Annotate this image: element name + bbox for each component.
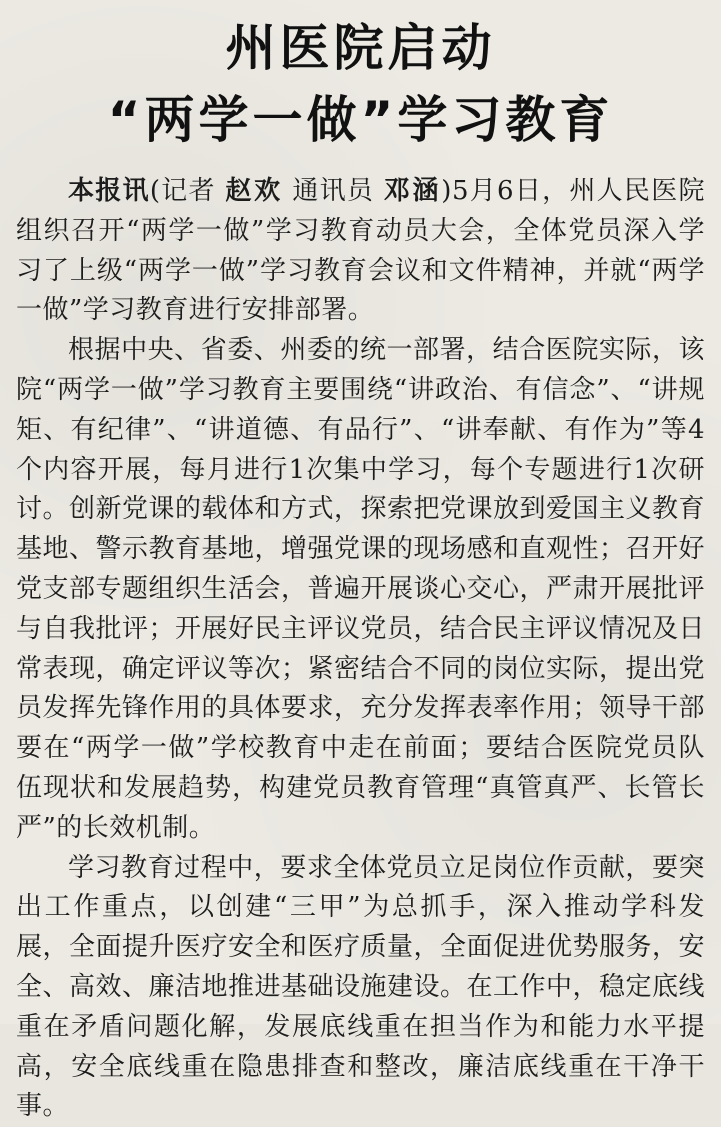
correspondent-label: 通讯员 bbox=[282, 176, 384, 206]
reporter-name: 赵欢 bbox=[225, 176, 283, 206]
paragraph-1-text: )5月6日，州人民医院组织召开“两学一做”学习教育动员大会，全体党员深入学习了上级“两学一做”学习教育会议和文件精神，并就“两学一做”学习教育进行安排部署。 bbox=[16, 176, 705, 326]
headline-line-2: “两学一做”学习教育 bbox=[107, 91, 614, 149]
article-paragraph-3: 学习教育过程中，要求全体党员立足岗位作贡献，要突出工作重点，以创建“三甲”为总抓手，深入推动学科发展，全面提升医疗安全和医疗质量，全面促进优势服务，安全、高效、廉洁地推进基础设施建设。在工作中，稳定底线重在矛盾问题化解，发展底线重在担当作为和能力水平提高，安全底线重在隐患排查和整改，廉洁底线重在干净干事。 bbox=[16, 852, 706, 1122]
article-body bbox=[16, 172, 705, 1127]
article-paragraph-1 bbox=[16, 172, 705, 331]
correspondent-name: 邓涵 bbox=[383, 176, 442, 206]
headline-line-1: 州医院启动 bbox=[225, 19, 496, 77]
dateline-lead: 本报讯 bbox=[68, 176, 150, 206]
dateline-open: (记者 bbox=[149, 176, 226, 206]
article-paragraph-2: 根据中央、省委、州委的统一部署，结合医院实际，该院“两学一做”学习教育主要围绕“讲政治、有信念”、“讲规矩、有纪律”、“讲道德、有品行”、“讲奉献、有作为”等4个内容开展，每月进行1次集中学习，每个专题进行1次研讨。创新党课的载体和方式，探索把党课放到爱国主义教育基地、警示教育基地，增强党课的现场感和直观性；召开好党支部专题组织生活会，普遍开展谈心交心，严肃开展批评与自我批评；开展好民主评议党员，结合民主评议情况及日常表现，确定评议等次；紧密结合不同的岗位实际，提出党员发挥先锋作用的具体要求，充分发挥表率作用；领导干部要在“两学一做”学校教育中走在前面；要结合医院党员队伍现状和发展趋势，构建党员教育管理“真管真严、长管长严”的长效机制。 bbox=[16, 335, 706, 843]
